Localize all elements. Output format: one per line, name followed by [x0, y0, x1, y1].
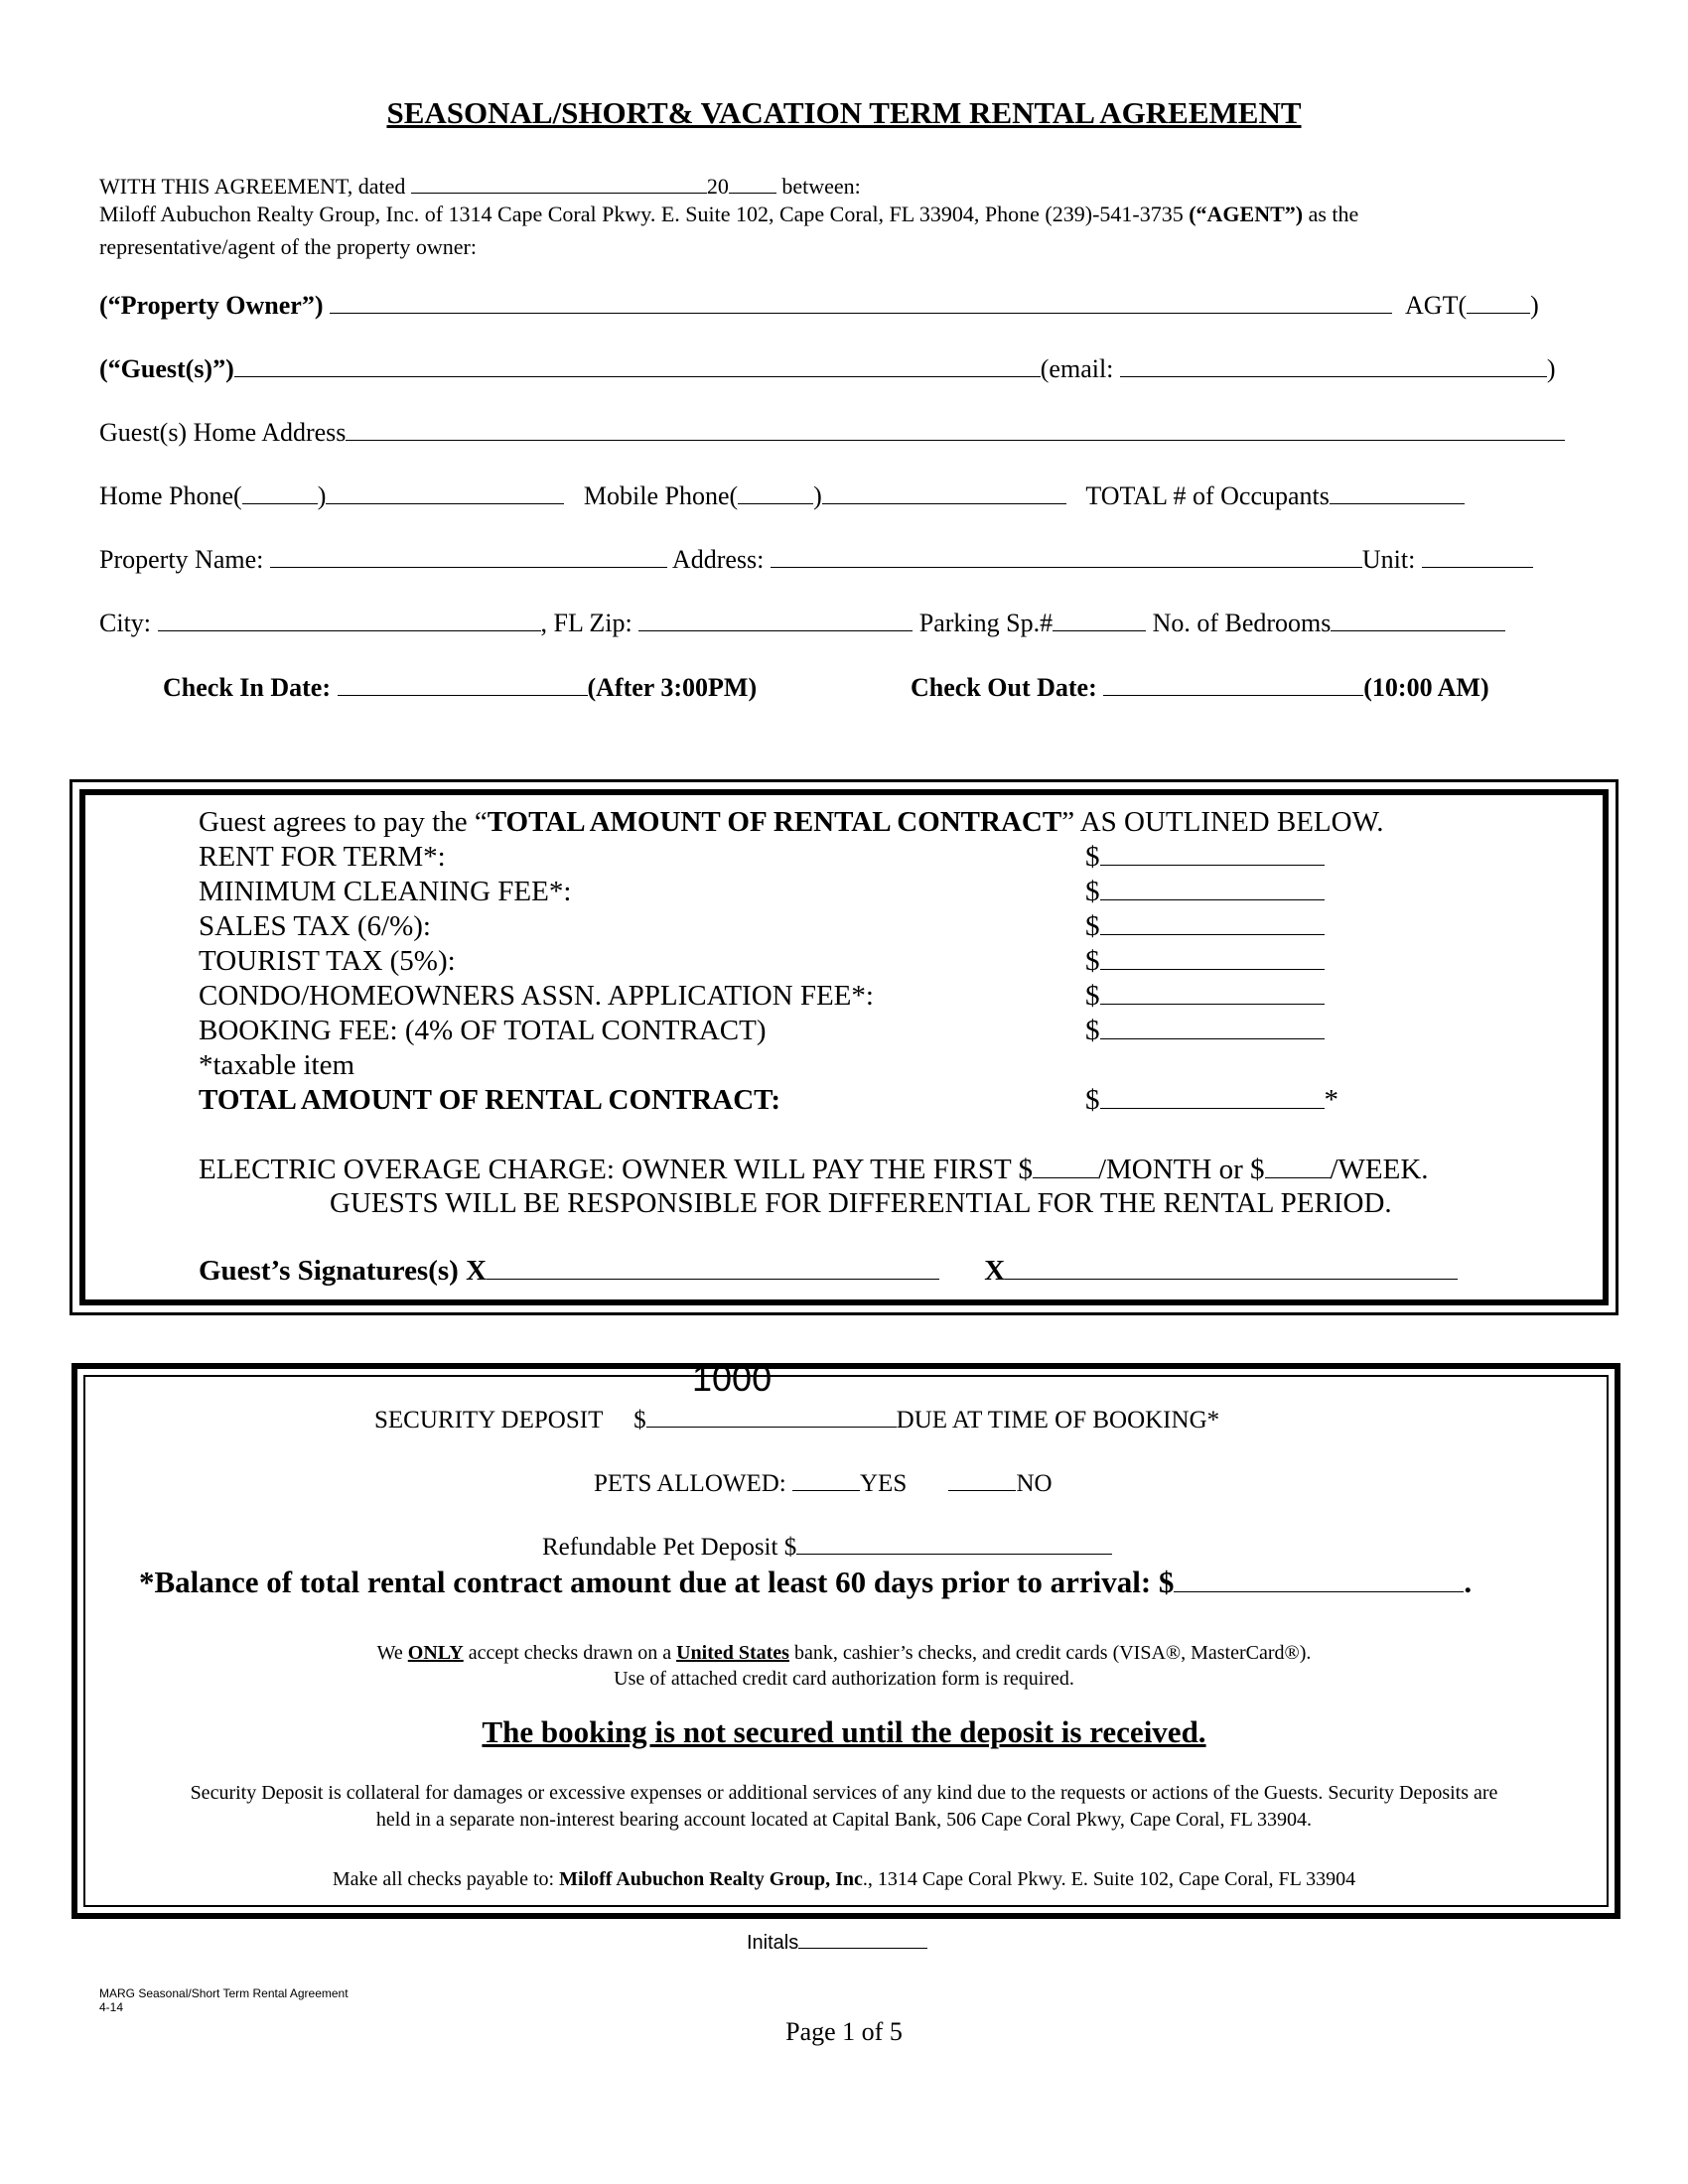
phones-row: [99, 481, 1465, 511]
fee-item-tourist-tax: TOURIST TAX (5%):: [199, 945, 456, 977]
city-row: [99, 609, 1505, 638]
home-phone-close: ): [317, 481, 327, 510]
property-owner-label: (“Property Owner”): [99, 291, 324, 320]
balance-label: *Balance of total rental contract amount due at least 60 days prior to arrival: $: [139, 1565, 1175, 1599]
pets-no-field[interactable]: [948, 1468, 1016, 1491]
assn-fee-amount-row: [1085, 980, 1325, 1013]
check-in-time: (After 3:00PM): [587, 673, 758, 702]
rent-amount-field[interactable]: [1100, 843, 1325, 866]
signature-x2: X: [984, 1255, 1006, 1287]
pets-no-label: NO: [1016, 1470, 1053, 1497]
initials-field[interactable]: [798, 1930, 927, 1949]
payable-bold: Miloff Aubuchon Realty Group, Inc: [559, 1868, 863, 1890]
home-address-row: [99, 418, 1565, 448]
page-number: Page 1 of 5: [785, 2017, 903, 2046]
check-in-label: Check In Date:: [163, 673, 331, 702]
electric-line-1: [199, 1154, 1429, 1186]
accept-rest-text: bank, cashier’s checks, and credit cards (VISA®, MasterCard®).: [788, 1642, 1312, 1664]
mobile-phone-label: Mobile Phone(: [583, 481, 739, 510]
booking-fee-amount-row: [1085, 1015, 1325, 1047]
collateral-line-2: held in a separate non-interest bearing account located at Capital Bank, 506 Cape Coral Pkwy, Cape Coral, FL 33904.: [375, 1809, 1313, 1831]
representative-line: representative/agent of the property owner:: [99, 234, 477, 259]
dollar-sign: $: [1085, 945, 1100, 977]
agency-address: Miloff Aubuchon Realty Group, Inc. of 1314 Cape Coral Pkwy. E. Suite 102, Cape Coral, FL 33904, Phone (239)-541-3735: [99, 202, 1184, 226]
electric-week-field[interactable]: [1265, 1156, 1331, 1178]
email-field[interactable]: [1120, 354, 1547, 377]
property-name-field[interactable]: [270, 545, 667, 568]
rent-amount-row: [1085, 841, 1325, 874]
home-phone-field[interactable]: [326, 481, 564, 504]
payable-post: ., 1314 Cape Coral Pkwy. E. Suite 102, Cape Coral, FL 33904: [862, 1868, 1356, 1890]
tourist-tax-amount-field[interactable]: [1100, 947, 1325, 970]
mobile-phone-area-field[interactable]: [738, 481, 813, 504]
between-label: between:: [781, 174, 861, 199]
dated-label: WITH THIS AGREEMENT, dated: [99, 174, 406, 199]
balance-field[interactable]: [1174, 1570, 1464, 1592]
bedrooms-label: No. of Bedrooms: [1152, 609, 1332, 637]
home-phone-area-field[interactable]: [242, 481, 318, 504]
city-field[interactable]: [158, 609, 541, 631]
parking-field[interactable]: [1053, 609, 1146, 631]
total-star: *: [1324, 1084, 1338, 1116]
total-amount-row: [1085, 1084, 1338, 1117]
assn-fee-amount-field[interactable]: [1100, 982, 1325, 1005]
signature-field-1[interactable]: [487, 1257, 939, 1280]
not-secured-notice: The booking is not secured until the deposit is received.: [482, 1714, 1206, 1749]
pets-yes-field[interactable]: [792, 1468, 860, 1491]
pet-deposit-field[interactable]: [796, 1532, 1112, 1555]
collateral-line-1: Security Deposit is collateral for damages or excessive expenses or additional services of any kind due to the requests or actions of the Guests. Security Deposits are: [190, 1782, 1498, 1804]
we-text: We: [376, 1642, 408, 1664]
agree-line: [199, 806, 1384, 839]
total-label: TOTAL AMOUNT OF RENTAL CONTRACT:: [199, 1084, 780, 1116]
as-the-label: as the: [1308, 202, 1359, 226]
fee-item-rent: RENT FOR TERM*:: [199, 841, 446, 873]
guests-row: [99, 354, 1556, 384]
fee-item-cleaning: MINIMUM CLEANING FEE*:: [199, 876, 572, 907]
fee-item-assn-fee: CONDO/HOMEOWNERS ASSN. APPLICATION FEE*:: [199, 980, 874, 1012]
address-label: Address:: [671, 545, 765, 574]
dollar-sign: $: [1085, 876, 1100, 907]
home-address-field[interactable]: [346, 418, 1565, 441]
check-in-row: [163, 673, 757, 703]
electric-1c: /WEEK.: [1330, 1154, 1429, 1185]
email-label: (email:: [1040, 354, 1114, 383]
year-label: 20: [706, 174, 729, 199]
unit-label: Unit:: [1361, 545, 1416, 574]
dollar-sign: $: [1085, 841, 1100, 873]
agree-bold: TOTAL AMOUNT OF RENTAL CONTRACT: [487, 806, 1062, 838]
date-field[interactable]: [411, 171, 707, 194]
fee-item-booking-fee: BOOKING FEE: (4% OF TOTAL CONTRACT): [199, 1015, 767, 1046]
fl-zip-label: , FL Zip:: [540, 609, 633, 637]
initials-row: [747, 1930, 927, 1955]
check-out-row: [911, 673, 1489, 703]
pet-deposit-row: [542, 1532, 1112, 1562]
electric-1a: ELECTRIC OVERAGE CHARGE: OWNER WILL PAY THE FIRST $: [199, 1154, 1033, 1185]
check-in-field[interactable]: [338, 673, 588, 696]
total-occupants-label: TOTAL # of Occupants: [1085, 481, 1330, 510]
security-deposit-field[interactable]: [646, 1405, 897, 1428]
electric-line-2: GUESTS WILL BE RESPONSIBLE FOR DIFFERENTIAL FOR THE RENTAL PERIOD.: [330, 1187, 1392, 1219]
zip-field[interactable]: [638, 609, 913, 631]
property-name-label: Property Name:: [99, 545, 264, 574]
electric-1b: /MONTH or $: [1097, 1154, 1265, 1185]
agree-post: ” AS OUTLINED BELOW.: [1061, 806, 1384, 838]
checks-policy: [0, 1642, 1688, 1665]
property-row: [99, 545, 1533, 575]
initials-label: Initals: [747, 1932, 799, 1954]
check-out-field[interactable]: [1103, 673, 1363, 696]
dollar-sign: $: [1085, 910, 1100, 942]
signature-row: [199, 1255, 1458, 1288]
city-label: City:: [99, 609, 152, 637]
agt-close: ): [1530, 291, 1539, 320]
only-text: ONLY: [407, 1642, 464, 1664]
mobile-phone-close: ): [813, 481, 822, 510]
home-phone-label: Home Phone(: [99, 481, 242, 510]
bedrooms-field[interactable]: [1331, 609, 1505, 631]
page-title: SEASONAL/SHORT& VACATION TERM RENTAL AGREEMENT: [386, 95, 1302, 130]
total-occupants-field[interactable]: [1330, 481, 1465, 504]
home-address-label: Guest(s) Home Address: [99, 418, 347, 447]
form-name: MARG Seasonal/Short Term Rental Agreement: [99, 1986, 349, 2000]
signatures-label: Guest’s Signatures(s) X: [199, 1255, 488, 1287]
dollar-sign: $: [1085, 980, 1100, 1012]
property-owner-row: [99, 291, 1539, 321]
booking-fee-amount-field[interactable]: [1100, 1017, 1325, 1039]
tourist-tax-amount-row: [1085, 945, 1325, 978]
fee-item-sales-tax: SALES TAX (6/%):: [199, 910, 431, 942]
pets-row: [594, 1468, 1053, 1498]
deposit-value[interactable]: 1000: [692, 1358, 773, 1399]
agt-field[interactable]: [1467, 291, 1530, 314]
agreement-date-line: [99, 171, 861, 200]
agree-pre: Guest agrees to pay the “: [199, 806, 488, 838]
pet-deposit-label: Refundable Pet Deposit $: [542, 1534, 797, 1561]
year-field[interactable]: [729, 171, 776, 194]
form-rev: 4-14: [99, 2000, 124, 2014]
sales-tax-amount-row: [1085, 910, 1325, 943]
cleaning-amount-row: [1085, 876, 1325, 908]
property-owner-field[interactable]: [330, 291, 1392, 314]
dollar-sign: $: [1085, 1084, 1100, 1116]
sales-tax-amount-field[interactable]: [1100, 912, 1325, 935]
total-amount-field[interactable]: [1100, 1086, 1325, 1109]
agency-line: [99, 202, 1358, 227]
guests-label: (“Guest(s)”): [99, 354, 234, 383]
us-bank-text: United States: [676, 1642, 789, 1664]
email-close: ): [1546, 354, 1556, 383]
parking-label: Parking Sp.#: [918, 609, 1054, 637]
accept-text: accept checks drawn on a: [463, 1642, 677, 1664]
balance-row: [139, 1565, 1472, 1600]
electric-month-field[interactable]: [1033, 1156, 1098, 1178]
guests-field[interactable]: [234, 354, 1041, 377]
signature-field-2[interactable]: [1005, 1257, 1458, 1280]
pets-allowed-label: PETS ALLOWED:: [594, 1470, 786, 1497]
pets-yes-label: YES: [860, 1470, 908, 1497]
agent-tag: (“AGENT”): [1189, 202, 1304, 226]
cleaning-amount-field[interactable]: [1100, 878, 1325, 900]
mobile-phone-field[interactable]: [822, 481, 1066, 504]
security-deposit-row: [374, 1405, 1219, 1434]
auth-form-note: Use of attached credit card authorization form is required.: [614, 1668, 1074, 1690]
balance-end: .: [1464, 1565, 1473, 1599]
check-out-label: Check Out Date:: [911, 673, 1097, 702]
unit-field[interactable]: [1422, 545, 1533, 568]
agt-label: AGT(: [1405, 291, 1468, 320]
check-out-time: (10:00 AM): [1363, 673, 1489, 702]
payable-line: [0, 1868, 1688, 1891]
taxable-note: *taxable item: [199, 1049, 355, 1081]
address-field[interactable]: [771, 545, 1362, 568]
due-label: DUE AT TIME OF BOOKING*: [896, 1407, 1220, 1433]
dollar-sign: $: [1085, 1015, 1100, 1046]
security-deposit-label: SECURITY DEPOSIT: [374, 1407, 603, 1433]
payable-pre: Make all checks payable to:: [332, 1868, 560, 1890]
dollar-sign: $: [633, 1407, 646, 1433]
